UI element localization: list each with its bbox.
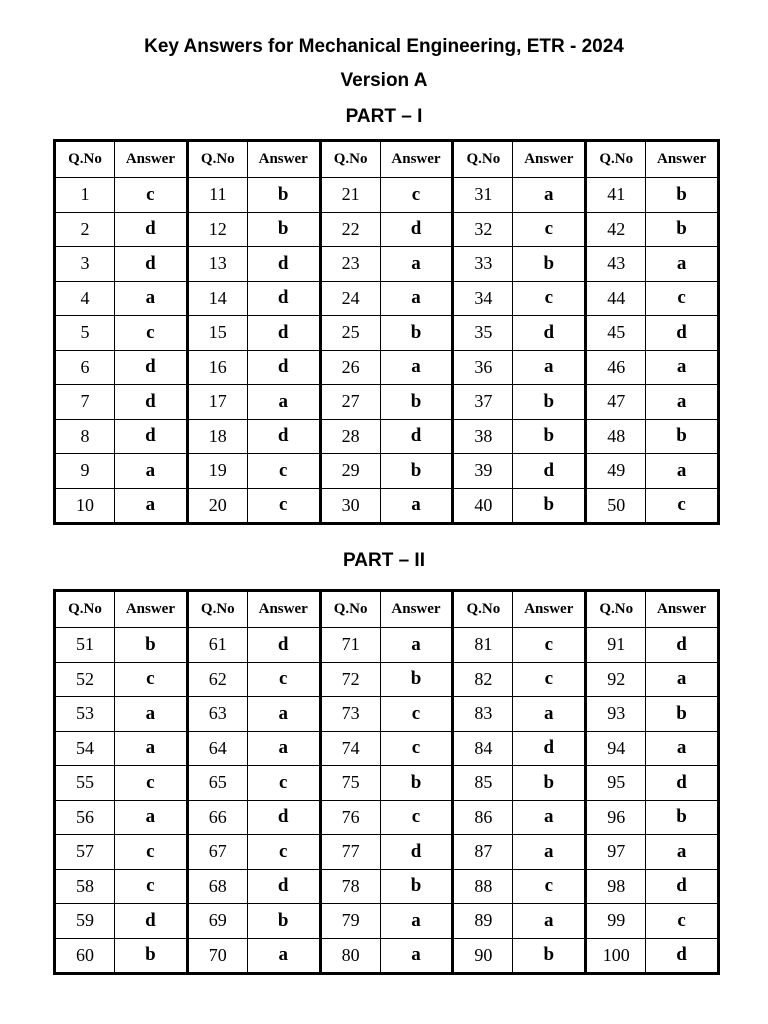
answer-key: b (646, 697, 719, 732)
answer-key: c (513, 281, 586, 316)
table-row (55, 835, 719, 870)
qno-column-header: Q.No (55, 591, 115, 628)
question-number: 75 (320, 766, 380, 801)
answer-key: c (646, 281, 719, 316)
answer-key: a (380, 350, 453, 385)
question-number: 17 (187, 385, 247, 420)
answer-key: a (646, 454, 719, 489)
answer-key: a (513, 835, 586, 870)
table-row (55, 385, 719, 420)
answer-column-header: Answer (247, 141, 320, 178)
question-number: 100 (586, 938, 646, 974)
answer-key: c (513, 628, 586, 663)
table-row (55, 178, 719, 213)
answer-key: a (646, 350, 719, 385)
answer-key: c (380, 800, 453, 835)
answer-key: b (646, 212, 719, 247)
question-number: 76 (320, 800, 380, 835)
answer-key: b (646, 178, 719, 213)
answer-key: d (247, 800, 320, 835)
question-number: 37 (453, 385, 513, 420)
answer-key: b (513, 419, 586, 454)
question-number: 70 (187, 938, 247, 974)
table-row (55, 488, 719, 524)
question-number: 33 (453, 247, 513, 282)
question-number: 10 (55, 488, 115, 524)
answer-key: c (247, 454, 320, 489)
question-number: 77 (320, 835, 380, 870)
part-2-heading: PART – II (343, 550, 425, 571)
question-number: 12 (187, 212, 247, 247)
table-row (55, 212, 719, 247)
answer-key: d (247, 247, 320, 282)
answer-key: a (513, 697, 586, 732)
question-number: 63 (187, 697, 247, 732)
question-number: 59 (55, 904, 115, 939)
answer-key: c (115, 835, 188, 870)
answer-key: c (646, 488, 719, 524)
answer-key: c (247, 662, 320, 697)
answer-key: c (513, 212, 586, 247)
answer-key: a (247, 697, 320, 732)
question-number: 84 (453, 731, 513, 766)
qno-column-header: Q.No (55, 141, 115, 178)
answer-key: d (646, 869, 719, 904)
question-number: 96 (586, 800, 646, 835)
answer-key: d (115, 350, 188, 385)
part-1-table-header (55, 141, 719, 178)
answer-key: a (247, 938, 320, 974)
answer-key: b (380, 869, 453, 904)
question-number: 26 (320, 350, 380, 385)
question-number: 99 (586, 904, 646, 939)
question-number: 64 (187, 731, 247, 766)
table-row (55, 904, 719, 939)
part-2-header-row (55, 591, 719, 628)
table-row (55, 454, 719, 489)
answer-column-header: Answer (513, 591, 586, 628)
question-number: 50 (586, 488, 646, 524)
question-number: 82 (453, 662, 513, 697)
question-number: 40 (453, 488, 513, 524)
question-number: 46 (586, 350, 646, 385)
question-number: 72 (320, 662, 380, 697)
part-1-heading: PART – I (345, 106, 423, 127)
answer-key: c (513, 869, 586, 904)
question-number: 3 (55, 247, 115, 282)
answer-key: d (115, 212, 188, 247)
part-2-table-header (55, 591, 719, 628)
part-1-header-row (55, 141, 719, 178)
question-number: 57 (55, 835, 115, 870)
question-number: 60 (55, 938, 115, 974)
answer-key: b (247, 904, 320, 939)
question-number: 87 (453, 835, 513, 870)
question-number: 28 (320, 419, 380, 454)
answer-key: b (380, 385, 453, 420)
question-number: 54 (55, 731, 115, 766)
question-number: 65 (187, 766, 247, 801)
table-row (55, 938, 719, 974)
question-number: 19 (187, 454, 247, 489)
question-number: 4 (55, 281, 115, 316)
question-number: 93 (586, 697, 646, 732)
answer-key: d (115, 385, 188, 420)
answer-key: b (115, 938, 188, 974)
answer-column-header: Answer (380, 141, 453, 178)
question-number: 68 (187, 869, 247, 904)
qno-column-header: Q.No (187, 591, 247, 628)
answer-key: a (247, 731, 320, 766)
question-number: 27 (320, 385, 380, 420)
question-number: 53 (55, 697, 115, 732)
answer-key: a (115, 731, 188, 766)
question-number: 8 (55, 419, 115, 454)
question-number: 90 (453, 938, 513, 974)
question-number: 55 (55, 766, 115, 801)
answer-key: d (115, 247, 188, 282)
table-row (55, 628, 719, 663)
version-label: Version A (340, 70, 428, 91)
question-number: 61 (187, 628, 247, 663)
question-number: 89 (453, 904, 513, 939)
question-number: 74 (320, 731, 380, 766)
answer-key: b (513, 247, 586, 282)
table-row (55, 766, 719, 801)
answer-key: a (513, 800, 586, 835)
answer-key: d (380, 212, 453, 247)
table-row (55, 247, 719, 282)
answer-key: a (380, 628, 453, 663)
question-number: 45 (586, 316, 646, 351)
answer-key: a (646, 247, 719, 282)
answer-key: c (115, 766, 188, 801)
question-number: 52 (55, 662, 115, 697)
part-1-table-body (55, 178, 719, 524)
table-row (55, 316, 719, 351)
answer-key: d (247, 869, 320, 904)
answer-key: c (247, 488, 320, 524)
question-number: 86 (453, 800, 513, 835)
answer-key: c (115, 869, 188, 904)
answer-key: c (513, 662, 586, 697)
answer-column-header: Answer (115, 591, 188, 628)
question-number: 24 (320, 281, 380, 316)
answer-key: c (380, 697, 453, 732)
question-number: 91 (586, 628, 646, 663)
question-number: 58 (55, 869, 115, 904)
question-number: 14 (187, 281, 247, 316)
answer-key: b (380, 316, 453, 351)
question-number: 48 (586, 419, 646, 454)
answer-key: d (513, 454, 586, 489)
answer-key: a (646, 662, 719, 697)
question-number: 31 (453, 178, 513, 213)
answer-key: c (380, 178, 453, 213)
table-row (55, 419, 719, 454)
answer-key: b (646, 800, 719, 835)
answer-key: c (115, 316, 188, 351)
part-2-table-body (55, 628, 719, 974)
question-number: 66 (187, 800, 247, 835)
question-number: 6 (55, 350, 115, 385)
answer-key: d (513, 731, 586, 766)
answer-key: b (247, 212, 320, 247)
answer-key: b (115, 628, 188, 663)
answer-key: d (646, 938, 719, 974)
question-number: 35 (453, 316, 513, 351)
answer-key: a (513, 350, 586, 385)
answer-key: b (513, 488, 586, 524)
answer-key: a (646, 835, 719, 870)
question-number: 16 (187, 350, 247, 385)
question-number: 2 (55, 212, 115, 247)
question-number: 15 (187, 316, 247, 351)
table-row (55, 869, 719, 904)
answer-key: d (247, 350, 320, 385)
question-number: 95 (586, 766, 646, 801)
question-number: 92 (586, 662, 646, 697)
answer-column-header: Answer (247, 591, 320, 628)
question-number: 25 (320, 316, 380, 351)
answer-key: a (115, 488, 188, 524)
question-number: 23 (320, 247, 380, 282)
question-number: 39 (453, 454, 513, 489)
question-number: 30 (320, 488, 380, 524)
answer-column-header: Answer (646, 591, 719, 628)
answer-key: b (513, 766, 586, 801)
answer-key: d (646, 316, 719, 351)
question-number: 80 (320, 938, 380, 974)
question-number: 36 (453, 350, 513, 385)
answer-key: c (247, 766, 320, 801)
answer-column-header: Answer (513, 141, 586, 178)
question-number: 79 (320, 904, 380, 939)
question-number: 71 (320, 628, 380, 663)
answer-key: a (646, 385, 719, 420)
table-row (55, 662, 719, 697)
question-number: 51 (55, 628, 115, 663)
question-number: 44 (586, 281, 646, 316)
answer-key: d (513, 316, 586, 351)
answer-key: b (513, 938, 586, 974)
qno-column-header: Q.No (320, 141, 380, 178)
answer-key: a (115, 281, 188, 316)
answer-key: d (380, 419, 453, 454)
answer-key: a (380, 281, 453, 316)
question-number: 42 (586, 212, 646, 247)
question-number: 11 (187, 178, 247, 213)
question-number: 20 (187, 488, 247, 524)
qno-column-header: Q.No (586, 141, 646, 178)
answer-key: a (513, 904, 586, 939)
question-number: 29 (320, 454, 380, 489)
answer-key: a (513, 178, 586, 213)
question-number: 69 (187, 904, 247, 939)
answer-key: a (646, 731, 719, 766)
answer-column-header: Answer (646, 141, 719, 178)
part-2-answer-table (53, 589, 720, 975)
qno-column-header: Q.No (320, 591, 380, 628)
answer-key: c (247, 835, 320, 870)
answer-key: a (115, 800, 188, 835)
answer-key: c (646, 904, 719, 939)
question-number: 34 (453, 281, 513, 316)
question-number: 78 (320, 869, 380, 904)
question-number: 21 (320, 178, 380, 213)
answer-key: c (380, 731, 453, 766)
question-number: 9 (55, 454, 115, 489)
answer-column-header: Answer (115, 141, 188, 178)
document-title: Key Answers for Mechanical Engineering, ETR - 2024 (144, 36, 624, 57)
question-number: 47 (586, 385, 646, 420)
question-number: 94 (586, 731, 646, 766)
answer-key: d (380, 835, 453, 870)
table-row (55, 350, 719, 385)
question-number: 5 (55, 316, 115, 351)
answer-key: d (247, 281, 320, 316)
answer-key: a (380, 488, 453, 524)
question-number: 43 (586, 247, 646, 282)
question-number: 73 (320, 697, 380, 732)
answer-key: b (646, 419, 719, 454)
answer-key: a (247, 385, 320, 420)
answer-key: d (247, 316, 320, 351)
qno-column-header: Q.No (187, 141, 247, 178)
table-row (55, 800, 719, 835)
question-number: 67 (187, 835, 247, 870)
answer-key: d (115, 904, 188, 939)
question-number: 1 (55, 178, 115, 213)
answer-key: d (247, 628, 320, 663)
answer-column-header: Answer (380, 591, 453, 628)
answer-key: c (115, 662, 188, 697)
question-number: 41 (586, 178, 646, 213)
question-number: 62 (187, 662, 247, 697)
answer-key: a (380, 247, 453, 282)
question-number: 97 (586, 835, 646, 870)
question-number: 83 (453, 697, 513, 732)
answer-key: d (247, 419, 320, 454)
answer-key: b (247, 178, 320, 213)
answer-key: a (115, 697, 188, 732)
answer-key: b (380, 454, 453, 489)
answer-key: d (115, 419, 188, 454)
answer-key: b (513, 385, 586, 420)
qno-column-header: Q.No (586, 591, 646, 628)
question-number: 98 (586, 869, 646, 904)
question-number: 38 (453, 419, 513, 454)
question-number: 22 (320, 212, 380, 247)
answer-key: c (115, 178, 188, 213)
qno-column-header: Q.No (453, 591, 513, 628)
answer-key: b (380, 766, 453, 801)
question-number: 56 (55, 800, 115, 835)
answer-key: d (646, 628, 719, 663)
question-number: 18 (187, 419, 247, 454)
question-number: 81 (453, 628, 513, 663)
answer-key: a (380, 904, 453, 939)
part-1-answer-table (53, 139, 720, 525)
table-row (55, 281, 719, 316)
question-number: 88 (453, 869, 513, 904)
answer-key: a (380, 938, 453, 974)
question-number: 32 (453, 212, 513, 247)
table-row (55, 731, 719, 766)
answer-key: b (380, 662, 453, 697)
question-number: 85 (453, 766, 513, 801)
answer-key: a (115, 454, 188, 489)
table-row (55, 697, 719, 732)
question-number: 13 (187, 247, 247, 282)
question-number: 49 (586, 454, 646, 489)
qno-column-header: Q.No (453, 141, 513, 178)
answer-key: d (646, 766, 719, 801)
question-number: 7 (55, 385, 115, 420)
